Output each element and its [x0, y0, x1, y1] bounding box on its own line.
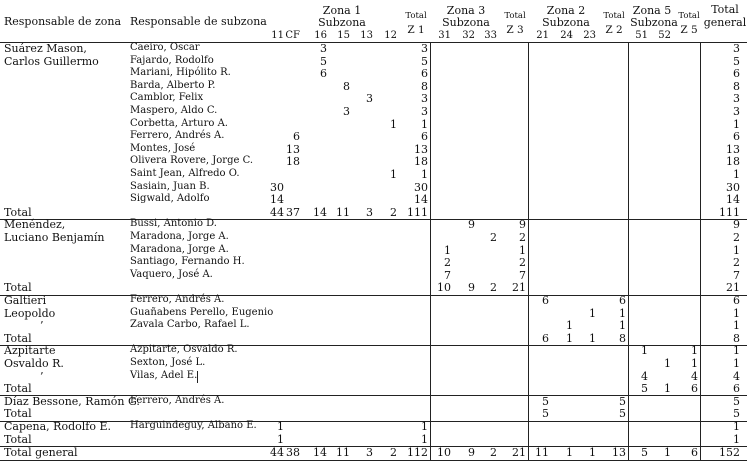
subzone-responsible: Barda, Alberto P.	[130, 79, 216, 91]
header-subzone-code: 16	[314, 30, 327, 41]
text-cursor	[197, 371, 198, 383]
grand-total-label: Total general	[4, 446, 78, 460]
cell-tg: 2	[733, 256, 740, 270]
grand-total-c21: 11	[535, 446, 549, 460]
cell-tg: 1	[733, 344, 740, 358]
header-zone-total: Total	[504, 11, 526, 21]
subzone-responsible: Montes, José	[130, 142, 196, 154]
cell-z1: 6	[421, 130, 428, 144]
subzone-responsible: Camblor, Felix	[130, 92, 204, 104]
cell-z1: 1	[421, 420, 428, 433]
cell-c52: 1	[664, 357, 671, 370]
cell-tg: 5	[733, 54, 740, 68]
cell-z3: 7	[519, 268, 526, 282]
cell-z1: 111	[407, 205, 428, 219]
subzone-responsible: Vilas, Adel E.	[130, 369, 198, 381]
cell-c21: 6	[542, 294, 549, 307]
header-zone-total-code: Z 3	[506, 24, 524, 36]
header-subzone-code: 23	[583, 30, 596, 41]
zone-responsible: Suárez Mason,	[4, 42, 87, 55]
section-divider	[0, 295, 747, 296]
cell-z5: 6	[691, 382, 698, 396]
grand-total-tg: 152	[719, 446, 740, 460]
zone-separator-z5	[700, 42, 701, 460]
header-subzone-code: 24	[560, 30, 573, 41]
subzone-responsible: Ferrero, Andrés A.	[130, 294, 225, 305]
cell-z2: 5	[619, 394, 626, 408]
cell-tg: 2	[733, 231, 740, 244]
header-zone-total: Total	[603, 11, 625, 21]
grand-total-c32: 9	[468, 446, 475, 460]
grand-total-c12: 2	[390, 446, 397, 460]
grand-total-c23: 1	[589, 446, 596, 460]
cell-c13: 3	[366, 205, 373, 219]
cell-c11: 30	[270, 180, 284, 194]
grand-total-z1: 112	[407, 446, 428, 460]
cell-c52: 1	[664, 382, 671, 396]
cell-tg: 6	[733, 67, 740, 81]
cell-tg: 30	[726, 180, 740, 194]
cell-tg: 1	[733, 117, 740, 131]
header-zone-total: Total	[405, 11, 427, 21]
cell-c51: 4	[641, 369, 648, 383]
cell-c21: 6	[542, 331, 549, 345]
cell-tg: 1	[733, 420, 740, 433]
cell-cf: 37	[286, 205, 300, 219]
header-responsable-subzona: Responsable de subzona	[130, 15, 267, 28]
zone-total-label: Total	[4, 205, 32, 219]
grand-total-c33: 2	[490, 446, 497, 460]
cell-c31: 7	[444, 268, 451, 282]
cell-z3: 9	[519, 218, 526, 232]
header-subzone-code: 12	[384, 30, 397, 41]
cell-c11: 1	[277, 432, 284, 446]
subzone-responsible: Olivera Rovere, Jorge C.	[130, 155, 254, 167]
header-zone-2: Zona 3	[446, 4, 486, 17]
cell-c31: 1	[444, 243, 451, 257]
header-subzone-code: CF	[285, 30, 300, 41]
zone-separator-z2	[628, 42, 629, 460]
header-subzone-code: 31	[438, 30, 451, 41]
zone-total-label: Total	[4, 432, 32, 446]
cell-cf: 6	[293, 130, 300, 144]
grand-total-c31: 10	[437, 446, 451, 460]
header-subzone-code: 51	[635, 30, 648, 41]
zone-responsible: Leopoldo	[4, 306, 56, 320]
zone-total-label: Total	[4, 407, 32, 421]
cell-cf: 13	[286, 142, 300, 156]
header-subzona-3: Subzona	[542, 16, 590, 29]
header-total-general-2: general	[703, 16, 747, 29]
header-subzone-code: 32	[462, 30, 475, 41]
cell-z5: 4	[691, 369, 698, 383]
cell-z2: 8	[619, 331, 626, 345]
grand-total-bottom	[0, 460, 747, 461]
grand-total-cf: 38	[286, 446, 300, 460]
cell-z1: 1	[421, 168, 428, 181]
cell-tg: 6	[733, 382, 740, 396]
cell-tg: 3	[733, 105, 740, 118]
cell-tg: 6	[733, 130, 740, 144]
subzone-responsible: Mariani, Hipólito R.	[130, 67, 231, 79]
header-zone-1: Zona 1	[322, 4, 362, 17]
subzone-responsible: Harguindeguy, Albano E.	[130, 420, 257, 431]
cell-tg: 7	[733, 268, 740, 282]
cell-tg: 3	[733, 92, 740, 106]
cell-z1: 14	[414, 193, 428, 207]
cell-z3: 21	[512, 281, 526, 295]
cell-c33: 2	[490, 281, 497, 295]
cell-z1: 30	[414, 180, 428, 194]
cell-c13: 3	[366, 92, 373, 106]
subzone-responsible: Guañabens Perello, Eugenio	[130, 306, 274, 318]
cell-c11: 44	[270, 205, 284, 219]
cell-c24: 1	[566, 331, 573, 345]
zone-responsible: ’	[40, 369, 44, 383]
cell-z3: 2	[519, 231, 526, 244]
cell-tg: 1	[733, 243, 740, 257]
grand-total-c16: 14	[313, 446, 327, 460]
subzone-responsible: Corbetta, Arturo A.	[130, 117, 228, 129]
zone-responsible: ’	[40, 319, 44, 333]
cell-tg: 5	[733, 407, 740, 421]
cell-c31: 2	[444, 256, 451, 270]
subzone-responsible: Zavala Carbo, Rafael L.	[130, 319, 250, 331]
cell-tg: 1	[733, 168, 740, 181]
cell-tg: 13	[726, 142, 740, 156]
zone-responsible: Azpitarte	[4, 344, 56, 358]
cell-tg: 14	[726, 193, 740, 207]
cell-c32: 9	[468, 218, 475, 232]
subzone-responsible: Maradona, Jorge A.	[130, 231, 229, 242]
header-divider	[0, 42, 747, 43]
zone-responsible: Galtieri	[4, 294, 47, 307]
cell-z5: 1	[691, 357, 698, 370]
cell-tg: 9	[733, 218, 740, 232]
cell-z1: 3	[421, 42, 428, 55]
grand-total-z5: 6	[691, 446, 698, 460]
grand-total-c51: 5	[641, 446, 648, 460]
header-zone-total-code: Z 2	[605, 24, 623, 36]
cell-tg: 3	[733, 42, 740, 55]
subzone-responsible: Fajardo, Rodolfo	[130, 54, 214, 66]
grand-total-c24: 1	[566, 446, 573, 460]
zone-responsible: Díaz Bessone, Ramón G.	[4, 394, 140, 408]
header-subzone-code: 15	[337, 30, 350, 41]
subzone-responsible: Vaquero, José A.	[130, 268, 213, 280]
cell-z5: 1	[691, 344, 698, 358]
cell-c33: 2	[490, 231, 497, 244]
section-divider	[0, 421, 747, 422]
header-zone-3: Zona 2	[546, 4, 586, 17]
cell-c12: 1	[390, 168, 397, 181]
subzone-responsible: Caeiro, Oscar	[130, 42, 200, 53]
subzone-responsible: Santiago, Fernando H.	[130, 256, 245, 268]
header-subzone-code: 11	[271, 30, 284, 41]
zone-responsible: Menéndez,	[4, 218, 66, 232]
grand-total-c52: 1	[664, 446, 671, 460]
zone-responsible: Luciano Benjamín	[4, 231, 105, 244]
cell-c21: 5	[542, 394, 549, 408]
cell-c23: 1	[589, 331, 596, 345]
cell-tg: 5	[733, 394, 740, 408]
cell-c15: 3	[343, 105, 350, 118]
cell-c11: 14	[270, 193, 284, 207]
zone-responsible: Osvaldo R.	[4, 357, 64, 370]
subzone-responsible: Ferrero, Andrés A.	[130, 394, 225, 406]
header-subzona-2: Subzona	[442, 16, 490, 29]
subzone-responsible: Ferrero, Andrés A.	[130, 130, 225, 142]
header-subzone-code: 52	[658, 30, 671, 41]
cell-z1: 1	[421, 432, 428, 446]
cell-z2: 1	[619, 306, 626, 320]
grand-total-c11: 44	[270, 446, 284, 460]
cell-c12: 1	[390, 117, 397, 131]
header-zone-4: Zona 5	[632, 4, 672, 17]
cell-tg: 1	[733, 319, 740, 333]
cell-z1: 3	[421, 92, 428, 106]
zone-separator-z3	[528, 42, 529, 460]
cell-tg: 4	[733, 369, 740, 383]
cell-z3: 1	[519, 243, 526, 257]
cell-c16: 6	[320, 67, 327, 81]
cell-c51: 5	[641, 382, 648, 396]
cell-z3: 2	[519, 256, 526, 270]
cell-tg: 1	[733, 306, 740, 320]
subzone-responsible: Saint Jean, Alfredo O.	[130, 168, 240, 179]
cell-c21: 5	[542, 407, 549, 421]
cell-z1: 8	[421, 79, 428, 93]
zone-total-label: Total	[4, 281, 32, 295]
cell-tg: 18	[726, 155, 740, 169]
cell-tg: 1	[733, 432, 740, 446]
cell-tg: 21	[726, 281, 740, 295]
cell-z2: 1	[619, 319, 626, 333]
cell-c16: 3	[320, 42, 327, 55]
zone-responsible: Carlos Guillermo	[4, 54, 99, 68]
subzone-responsible: Maspero, Aldo C.	[130, 105, 218, 116]
grand-total-z3: 21	[512, 446, 526, 460]
cell-z1: 13	[414, 142, 428, 156]
zone-separator-z1	[430, 42, 431, 460]
cell-z2: 5	[619, 407, 626, 421]
cell-tg: 8	[733, 331, 740, 345]
cell-z1: 18	[414, 155, 428, 169]
cell-z1: 3	[421, 105, 428, 118]
header-responsable-zona: Responsable de zona	[4, 15, 122, 28]
subzone-responsible: Bussi, Antonio D.	[130, 218, 217, 230]
header-subzona-1: Subzona	[318, 16, 366, 29]
header-subzone-code: 33	[484, 30, 497, 41]
grand-total-c13: 3	[366, 446, 373, 460]
header-zone-total-code: Z 5	[680, 24, 698, 36]
cell-z1: 6	[421, 67, 428, 81]
cell-c32: 9	[468, 281, 475, 295]
header-subzone-code: 21	[536, 30, 549, 41]
cell-c31: 10	[437, 281, 451, 295]
section-divider	[0, 345, 747, 346]
subzone-responsible: Maradona, Jorge A.	[130, 243, 229, 255]
cell-tg: 6	[733, 294, 740, 307]
header-zone-total-code: Z 1	[407, 24, 425, 36]
zone-total-label: Total	[4, 331, 32, 345]
subzone-responsible: Sexton, José L.	[130, 357, 206, 368]
cell-cf: 18	[286, 155, 300, 169]
zone-responsible: Capena, Rodolfo E.	[4, 420, 111, 433]
cell-c11: 1	[277, 420, 284, 433]
cell-c51: 1	[641, 344, 648, 358]
header-subzone-code: 13	[360, 30, 373, 41]
cell-z1: 5	[421, 54, 428, 68]
section-divider	[0, 446, 747, 447]
cell-z1: 1	[421, 117, 428, 131]
cell-tg: 8	[733, 79, 740, 93]
cell-tg: 1	[733, 357, 740, 370]
cell-c15: 8	[343, 79, 350, 93]
cell-tg: 111	[719, 205, 740, 219]
cell-c16: 5	[320, 54, 327, 68]
subzone-responsible: Sigwald, Adolfo	[130, 193, 210, 205]
grand-total-z2: 13	[612, 446, 626, 460]
cell-z2: 6	[619, 294, 626, 307]
cell-c16: 14	[313, 205, 327, 219]
zone-total-label: Total	[4, 382, 32, 396]
cell-c15: 11	[336, 205, 350, 219]
header-subzona-4: Subzona	[630, 16, 678, 29]
header-total-general: Total	[711, 3, 739, 16]
cell-c24: 1	[566, 319, 573, 333]
subzone-responsible: Azpitarte, Osvaldo R.	[130, 344, 238, 356]
cell-c23: 1	[589, 306, 596, 320]
subzone-responsible: Sasiain, Juan B.	[130, 180, 210, 192]
section-divider	[0, 219, 747, 220]
header-zone-total: Total	[678, 11, 700, 21]
grand-total-c15: 11	[336, 446, 350, 460]
cell-c12: 2	[390, 205, 397, 219]
